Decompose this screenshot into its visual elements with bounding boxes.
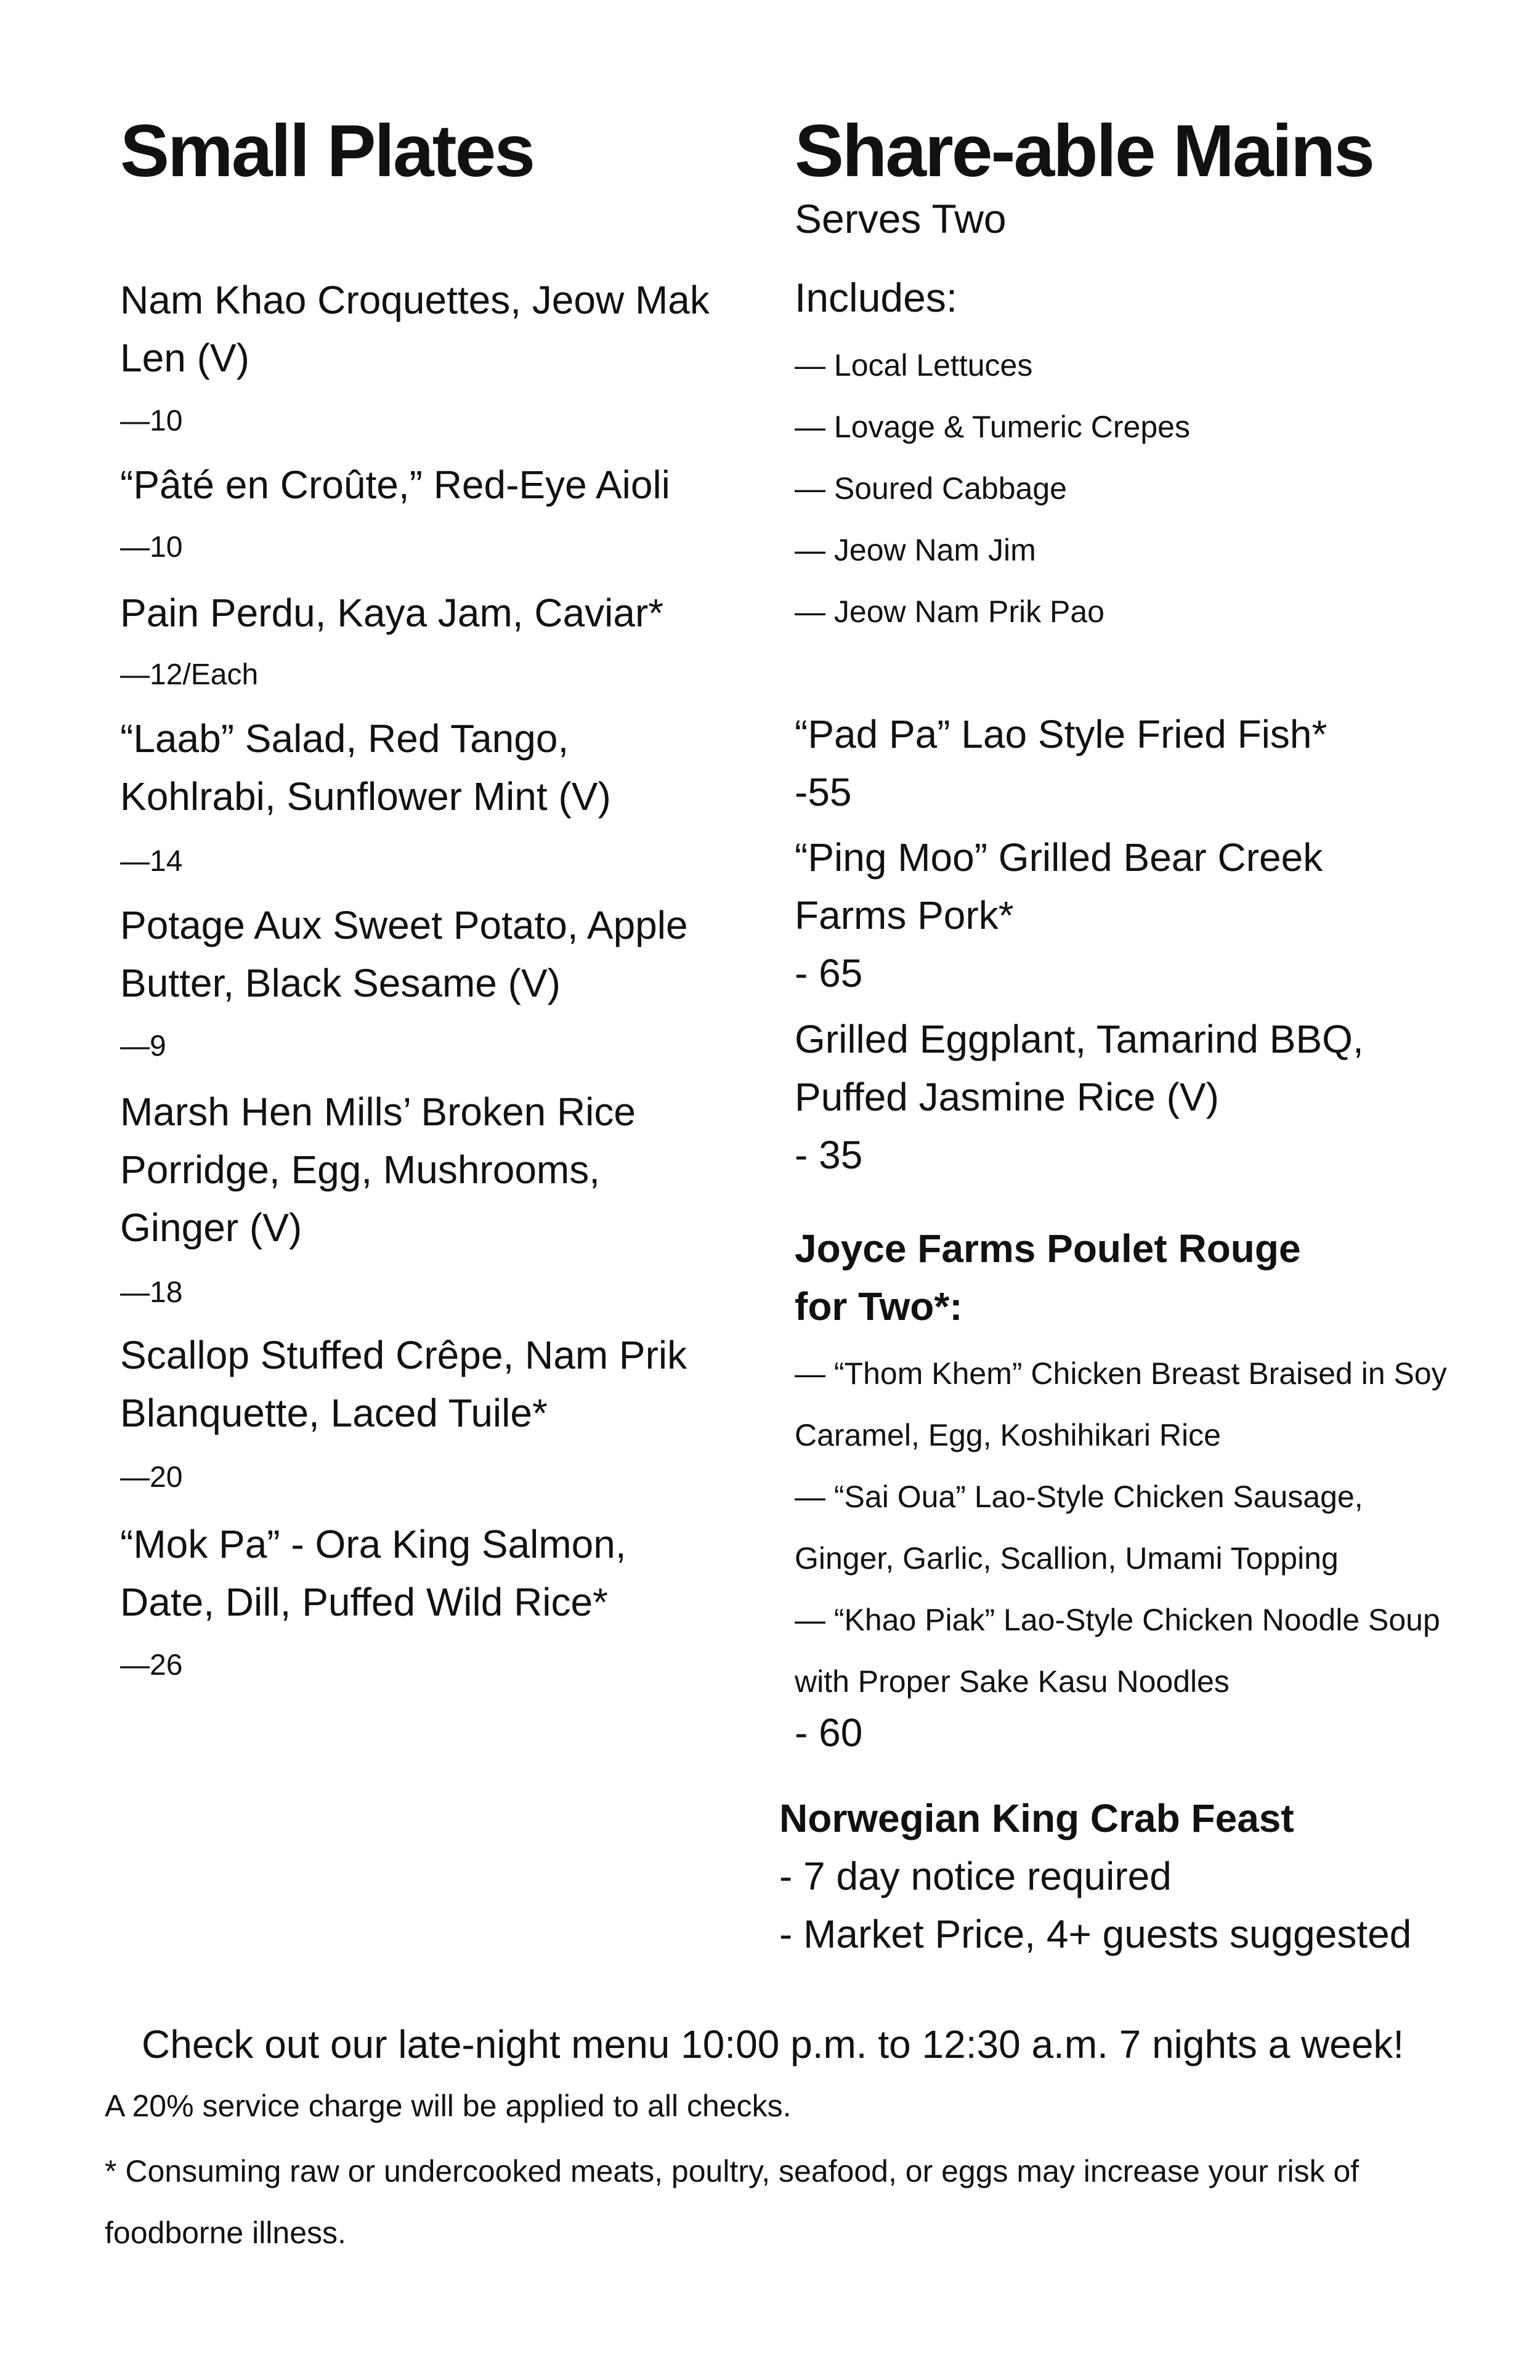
- menu-item-price: —10: [120, 531, 183, 564]
- poulet-title-2: for Two*:: [795, 1284, 963, 1329]
- late-night-note: Check out our late-night menu 10:00 p.m. to 12:30 a.m. 7 nights a week!: [142, 2022, 1404, 2066]
- menu-item-price: —9: [120, 1030, 166, 1062]
- menu-item-name: Nam Khao Croquettes, Jeow Mak Len (V): [120, 278, 710, 380]
- includes-label: Includes:: [795, 275, 958, 320]
- menu-item-name: Marsh Hen Mills’ Broken Rice Porridge, Egg, Mushrooms, Ginger (V): [120, 1090, 636, 1250]
- menu-item-name: “Pâté en Croûte,” Red-Eye Aioli: [120, 463, 670, 507]
- menu-item-price: —12/Each: [120, 658, 259, 691]
- small-plates-heading: Small Plates: [120, 110, 534, 192]
- consumption-warning: * Consuming raw or undercooked meats, poultry, seafood, or eggs may increase your risk of foodborne illness.: [105, 2154, 1360, 2250]
- menu-item-price: —14: [120, 845, 183, 878]
- includes-item: — Jeow Nam Jim: [795, 533, 1036, 567]
- main-item-price: - 35: [795, 1133, 863, 1177]
- main-item-name: “Ping Moo” Grilled Bear Creek Farms Pork*: [795, 835, 1323, 937]
- includes-item: — Lovage & Tumeric Crepes: [795, 410, 1190, 444]
- menu-item-name: Potage Aux Sweet Potato, Apple Butter, Black Sesame (V): [120, 903, 688, 1005]
- menu-item-name: “Laab” Salad, Red Tango, Kohlrabi, Sunflower Mint (V): [120, 716, 611, 819]
- poulet-course: — “Khao Piak” Lao-Style Chicken Noodle Soup with Proper Sake Kasu Noodles: [795, 1603, 1440, 1699]
- crab-notice: - 7 day notice required: [779, 1854, 1172, 1898]
- menu-item-price: —10: [120, 405, 183, 437]
- main-item-price: -55: [795, 770, 852, 814]
- includes-item: — Local Lettuces: [795, 348, 1033, 382]
- service-charge-note: A 20% service charge will be applied to all checks.: [105, 2089, 792, 2123]
- menu-item-price: —20: [120, 1461, 183, 1494]
- poulet-price: - 60: [795, 1710, 863, 1755]
- menu-item-name: Scallop Stuffed Crêpe, Nam Prik Blanquette, Laced Tuile*: [120, 1333, 687, 1435]
- crab-price-note: - Market Price, 4+ guests suggested: [779, 1912, 1412, 1956]
- main-item-name: Grilled Eggplant, Tamarind BBQ, Puffed Jasmine Rice (V): [795, 1017, 1364, 1119]
- menu-item-price: —26: [120, 1649, 183, 1682]
- serves-note: Serves Two: [795, 196, 1007, 241]
- includes-item: — Jeow Nam Prik Pao: [795, 594, 1104, 629]
- crab-title: Norwegian King Crab Feast: [779, 1796, 1294, 1840]
- main-item-name: “Pad Pa” Lao Style Fried Fish*: [795, 712, 1327, 756]
- menu-item-name: “Mok Pa” - Ora King Salmon, Date, Dill, Puffed Wild Rice*: [120, 1522, 626, 1624]
- poulet-course: — “Thom Khem” Chicken Breast Braised in Soy Caramel, Egg, Koshihikari Rice: [795, 1356, 1447, 1452]
- menu-item-name: Pain Perdu, Kaya Jam, Caviar*: [120, 591, 664, 635]
- mains-heading: Share-able Mains: [795, 110, 1374, 192]
- poulet-course: — “Sai Oua” Lao-Style Chicken Sausage, Ginger, Garlic, Scallion, Umami Topping: [795, 1479, 1363, 1576]
- includes-item: — Soured Cabbage: [795, 471, 1067, 506]
- menu-item-price: —18: [120, 1276, 183, 1309]
- poulet-title: Joyce Farms Poulet Rouge: [795, 1226, 1301, 1271]
- main-item-price: - 65: [795, 951, 863, 995]
